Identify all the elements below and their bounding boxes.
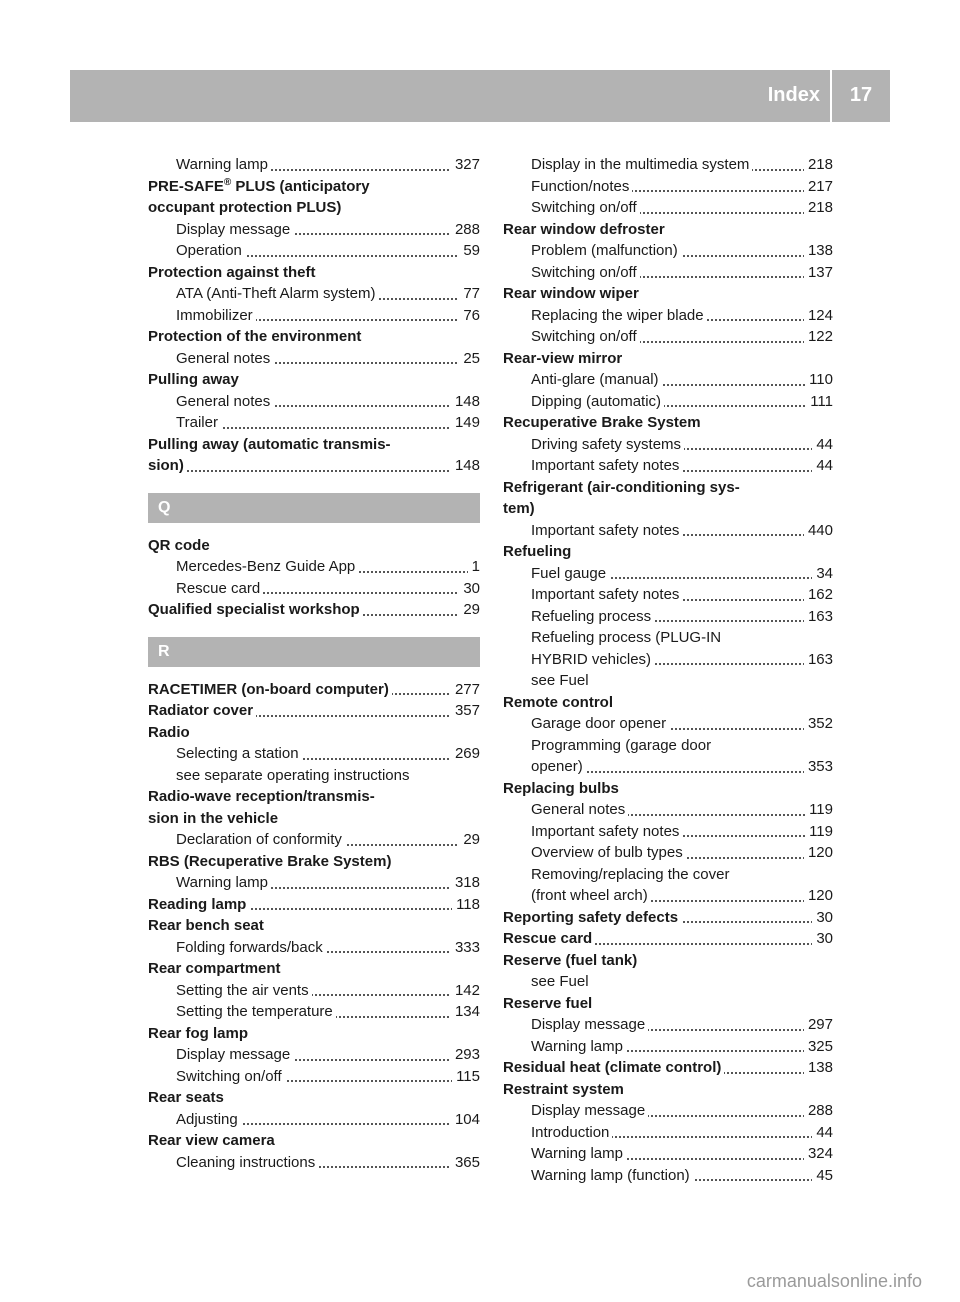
- index-subentry: [503, 821, 833, 843]
- index-subentry: [148, 154, 480, 176]
- entry-text: Warning lamp: [176, 156, 271, 173]
- entry-text: Folding forwards/back: [176, 939, 326, 956]
- page-reference: 163: [804, 649, 833, 671]
- index-subentry: [503, 842, 833, 864]
- entry-text: Display message: [176, 221, 293, 238]
- page-reference: 325: [804, 1036, 833, 1058]
- index-subentry: [503, 262, 833, 284]
- index-subentry: [148, 283, 480, 305]
- entry-text: Setting the temperature: [176, 1003, 336, 1020]
- entry-text: Immobilizer: [176, 307, 256, 324]
- page-reference: 357: [451, 700, 480, 722]
- index-entry: [503, 498, 833, 520]
- entry-text: Warning lamp (function): [531, 1167, 693, 1184]
- entry-text: Switching on/off: [531, 199, 640, 216]
- page-reference: 297: [804, 1014, 833, 1036]
- page-reference: 25: [459, 348, 480, 370]
- index-entry: [148, 808, 480, 830]
- entry-text: Rear bench seat: [148, 917, 267, 934]
- index-entry: [503, 778, 833, 800]
- entry-text: occupant protection PLUS): [148, 199, 344, 216]
- entry-text: see separate operating instructions: [176, 767, 412, 784]
- index-subentry: [148, 743, 480, 765]
- index-entry: [148, 915, 480, 937]
- entry-text: Pulling away (automatic transmis-: [148, 436, 394, 453]
- index-subentry: [503, 1036, 833, 1058]
- page-reference: 59: [459, 240, 480, 262]
- index-subentry: [503, 971, 833, 993]
- entry-text-part: PLUS (anticipatory: [231, 177, 370, 195]
- page-reference: 269: [451, 743, 480, 765]
- entry-text: RACETIMER (on-board computer): [148, 681, 392, 698]
- entry-text: General notes: [176, 393, 273, 410]
- page-reference: 122: [804, 326, 833, 348]
- page-reference: 110: [805, 369, 833, 391]
- index-subentry: [148, 765, 480, 787]
- page-reference: 1: [468, 556, 480, 578]
- entry-text: HYBRID vehicles): [531, 651, 654, 668]
- index-entry: [503, 928, 833, 950]
- entry-text: Rescue card: [176, 580, 263, 597]
- entry-text: Warning lamp: [531, 1145, 626, 1162]
- page-reference: 76: [459, 305, 480, 327]
- index-group-right: [503, 154, 833, 1186]
- index-subentry: [503, 305, 833, 327]
- index-subentry: [148, 1152, 480, 1174]
- entry-text: Remote control: [503, 694, 616, 711]
- index-subentry: [503, 434, 833, 456]
- entry-text: Refueling: [503, 543, 574, 560]
- entry-text: Removing/replacing the cover: [531, 866, 732, 883]
- index-subentry: [503, 1122, 833, 1144]
- index-subentry: [503, 391, 833, 413]
- index-group-pre: [148, 154, 480, 477]
- index-subentry: [148, 872, 480, 894]
- page-reference: 148: [451, 455, 480, 477]
- index-subentry: [148, 1044, 480, 1066]
- entry-text: Introduction: [531, 1124, 612, 1141]
- index-subentry: [503, 885, 833, 907]
- index-entry: [148, 535, 480, 557]
- index-subentry: [503, 627, 833, 649]
- index-subentry: [148, 1001, 480, 1023]
- page-reference: 124: [804, 305, 833, 327]
- entry-text: Radiator cover: [148, 702, 256, 719]
- entry-text: Refueling process (PLUG-IN: [531, 629, 724, 646]
- index-subentry: [503, 1100, 833, 1122]
- entry-text: General notes: [531, 801, 628, 818]
- index-subentry: [503, 1014, 833, 1036]
- index-entry: [148, 958, 480, 980]
- entry-text: Dipping (automatic): [531, 393, 664, 410]
- page-reference: 138: [804, 240, 833, 262]
- entry-text: Display message: [176, 1046, 293, 1063]
- entry-text: Important safety notes: [531, 586, 682, 603]
- index-entry: [503, 1057, 833, 1079]
- page-reference: 440: [804, 520, 833, 542]
- page-reference: 118: [452, 894, 480, 916]
- entry-text: Residual heat (climate control): [503, 1059, 724, 1076]
- entry-text: QR code: [148, 537, 213, 554]
- index-subentry: [503, 670, 833, 692]
- index-subentry: [503, 735, 833, 757]
- entry-text: Overview of bulb types: [531, 844, 686, 861]
- index-column-left: [148, 154, 480, 1173]
- page-reference: 288: [451, 219, 480, 241]
- entry-text: Function/notes: [531, 178, 632, 195]
- index-entry: [148, 599, 480, 621]
- page-reference: 30: [812, 928, 833, 950]
- index-entry: [148, 851, 480, 873]
- entry-text: Recuperative Brake System: [503, 414, 704, 431]
- entry-text: Anti-glare (manual): [531, 371, 662, 388]
- page-reference: 44: [812, 455, 833, 477]
- entry-text: Rear window wiper: [503, 285, 642, 302]
- entry-text: Mercedes-Benz Guide App: [176, 558, 358, 575]
- entry-text: (front wheel arch): [531, 887, 651, 904]
- page-reference: 29: [459, 599, 480, 621]
- index-subentry: [148, 240, 480, 262]
- index-entry: [148, 455, 480, 477]
- entry-text: General notes: [176, 350, 273, 367]
- entry-text: Protection against theft: [148, 264, 319, 281]
- page-reference: 115: [452, 1066, 480, 1088]
- entry-text: Protection of the environment: [148, 328, 364, 345]
- page-reference: 142: [451, 980, 480, 1002]
- index-subentry: [503, 154, 833, 176]
- page-reference: 327: [451, 154, 480, 176]
- page-reference: 119: [805, 799, 833, 821]
- index-entry: [503, 283, 833, 305]
- entry-text: Important safety notes: [531, 522, 682, 539]
- entry-text: Rear fog lamp: [148, 1025, 251, 1042]
- page-reference: 353: [804, 756, 833, 778]
- entry-text: tem): [503, 500, 538, 517]
- page-reference: 120: [804, 885, 833, 907]
- entry-text: see Fuel: [531, 973, 592, 990]
- entry-text: Display message: [531, 1102, 648, 1119]
- header-bar: [70, 70, 830, 122]
- index-entry: [148, 786, 480, 808]
- index-entry: [503, 412, 833, 434]
- page-reference: 277: [451, 679, 480, 701]
- entry-text: Rescue card: [503, 930, 595, 947]
- index-entry: [148, 176, 480, 198]
- index-entry: [148, 722, 480, 744]
- index-entry: [503, 477, 833, 499]
- index-subentry: [503, 197, 833, 219]
- entry-text: Rear window defroster: [503, 221, 668, 238]
- dot-leader: [176, 427, 480, 429]
- index-subentry: [148, 219, 480, 241]
- page-reference: 29: [459, 829, 480, 851]
- index-entry: [503, 907, 833, 929]
- index-entry: [148, 369, 480, 391]
- page-reference: 352: [804, 713, 833, 735]
- index-subentry: [503, 240, 833, 262]
- entry-text: Cleaning instructions: [176, 1154, 318, 1171]
- entry-text: Refrigerant (air-conditioning sys-: [503, 479, 743, 496]
- index-subentry: [148, 578, 480, 600]
- index-subentry: [503, 1165, 833, 1187]
- entry-text: RBS (Recuperative Brake System): [148, 853, 394, 870]
- index-subentry: [503, 1143, 833, 1165]
- page-reference: 288: [804, 1100, 833, 1122]
- index-subentry: [148, 1066, 480, 1088]
- entry-text: Replacing bulbs: [503, 780, 622, 797]
- entry-text: Setting the air vents: [176, 982, 312, 999]
- entry-text: Important safety notes: [531, 457, 682, 474]
- page-reference: 318: [451, 872, 480, 894]
- page-reference: 148: [451, 391, 480, 413]
- page-reference: 120: [804, 842, 833, 864]
- index-subentry: [503, 176, 833, 198]
- page-reference: 218: [804, 197, 833, 219]
- entry-text: sion): [148, 457, 187, 474]
- entry-text: Fuel gauge: [531, 565, 609, 582]
- entry-text: Declaration of conformity: [176, 831, 345, 848]
- index-entry: [503, 950, 833, 972]
- page-reference: 365: [451, 1152, 480, 1174]
- entry-text: [148, 178, 373, 195]
- index-entry: [148, 679, 480, 701]
- entry-text: Problem (malfunction): [531, 242, 681, 259]
- index-entry: [503, 348, 833, 370]
- entry-text: Pulling away: [148, 371, 242, 388]
- entry-text: Qualified specialist workshop: [148, 601, 363, 618]
- page-reference: 324: [804, 1143, 833, 1165]
- page-reference: 77: [459, 283, 480, 305]
- section-header-q: Q: [148, 493, 480, 523]
- index-entry: [503, 993, 833, 1015]
- entry-text: Important safety notes: [531, 823, 682, 840]
- page-reference: 34: [812, 563, 833, 585]
- page-reference: 137: [804, 262, 833, 284]
- page-reference: 163: [804, 606, 833, 628]
- page-reference: 30: [459, 578, 480, 600]
- index-entry: [503, 1079, 833, 1101]
- entry-text: Reporting safety defects: [503, 909, 681, 926]
- entry-text: Reading lamp: [148, 896, 249, 913]
- watermark: carmanualsonline.info: [746, 1271, 922, 1291]
- index-subentry: [148, 1109, 480, 1131]
- index-subentry: [148, 556, 480, 578]
- index-subentry: [503, 713, 833, 735]
- page-reference: 138: [804, 1057, 833, 1079]
- entry-text: Rear-view mirror: [503, 350, 625, 367]
- index-subentry: [148, 391, 480, 413]
- index-entry: [148, 326, 480, 348]
- page-title: Index: [767, 84, 820, 106]
- section-header-r: R: [148, 637, 480, 667]
- page-reference: 149: [451, 412, 480, 434]
- index-entry: [148, 894, 480, 916]
- index-entry: [148, 700, 480, 722]
- index-subentry: [148, 829, 480, 851]
- page-reference: 44: [812, 434, 833, 456]
- entry-text: Reserve (fuel tank): [503, 952, 640, 969]
- entry-text: Reserve fuel: [503, 995, 595, 1012]
- index-subentry: [503, 606, 833, 628]
- entry-text: Radio-wave reception/transmis-: [148, 788, 378, 805]
- index-subentry: [503, 649, 833, 671]
- index-subentry: [148, 305, 480, 327]
- entry-text: Rear seats: [148, 1089, 227, 1106]
- index-entry: [148, 197, 480, 219]
- index-subentry: [503, 326, 833, 348]
- index-subentry: [503, 520, 833, 542]
- entry-text: opener): [531, 758, 586, 775]
- entry-text: Programming (garage door: [531, 737, 714, 754]
- entry-text: ATA (Anti-Theft Alarm system): [176, 285, 378, 302]
- index-column-right: [503, 154, 833, 1186]
- page-reference: 104: [451, 1109, 480, 1131]
- page-reference: 162: [804, 584, 833, 606]
- entry-text: Display message: [531, 1016, 648, 1033]
- entry-text: Restraint system: [503, 1081, 627, 1098]
- index-subentry: [148, 937, 480, 959]
- page-reference: 293: [451, 1044, 480, 1066]
- index-entry: [148, 1130, 480, 1152]
- index-entry: [503, 692, 833, 714]
- index-entry: [148, 262, 480, 284]
- entry-text: Switching on/off: [531, 264, 640, 281]
- page-reference: 333: [451, 937, 480, 959]
- entry-text: Selecting a station: [176, 745, 302, 762]
- index-subentry: [503, 455, 833, 477]
- page-reference: 45: [812, 1165, 833, 1187]
- page-reference: 119: [805, 821, 833, 843]
- index-group-q: [148, 535, 480, 621]
- entry-text: Refueling process: [531, 608, 654, 625]
- entry-text: Garage door opener: [531, 715, 669, 732]
- entry-text: Radio: [148, 724, 193, 741]
- entry-text: see Fuel: [531, 672, 592, 689]
- index-subentry: [503, 369, 833, 391]
- page-reference: 44: [812, 1122, 833, 1144]
- index-subentry: [503, 756, 833, 778]
- entry-text: Switching on/off: [176, 1068, 285, 1085]
- page-number: 17: [849, 84, 873, 106]
- entry-text: Trailer: [176, 414, 221, 431]
- page-reference: 111: [806, 391, 833, 413]
- index-subentry: [503, 563, 833, 585]
- entry-text: Operation: [176, 242, 245, 259]
- index-subentry: [503, 584, 833, 606]
- page-reference: 134: [451, 1001, 480, 1023]
- index-subentry: [148, 980, 480, 1002]
- entry-text: Warning lamp: [176, 874, 271, 891]
- registered-mark: ®: [223, 176, 232, 188]
- index-group-r: [148, 679, 480, 1174]
- entry-text: Rear view camera: [148, 1132, 278, 1149]
- entry-text: Replacing the wiper blade: [531, 307, 707, 324]
- entry-text: Display in the multimedia system: [531, 156, 752, 173]
- index-subentry: [148, 412, 480, 434]
- index-entry: [503, 219, 833, 241]
- entry-text: Warning lamp: [531, 1038, 626, 1055]
- page-reference: 217: [804, 176, 833, 198]
- index-entry: [148, 1023, 480, 1045]
- index-entry: [148, 434, 480, 456]
- entry-text: Driving safety systems: [531, 436, 684, 453]
- dot-leader: [148, 470, 480, 472]
- entry-text: Switching on/off: [531, 328, 640, 345]
- index-subentry: [148, 348, 480, 370]
- entry-text: Adjusting: [176, 1111, 241, 1128]
- entry-text: sion in the vehicle: [148, 810, 281, 827]
- index-entry: [148, 1087, 480, 1109]
- entry-text-part: PRE-SAFE: [148, 177, 224, 195]
- index-entry: [503, 541, 833, 563]
- index-subentry: [503, 799, 833, 821]
- page-reference: 30: [812, 907, 833, 929]
- entry-text: Rear compartment: [148, 960, 284, 977]
- page-reference: 218: [804, 154, 833, 176]
- index-subentry: [503, 864, 833, 886]
